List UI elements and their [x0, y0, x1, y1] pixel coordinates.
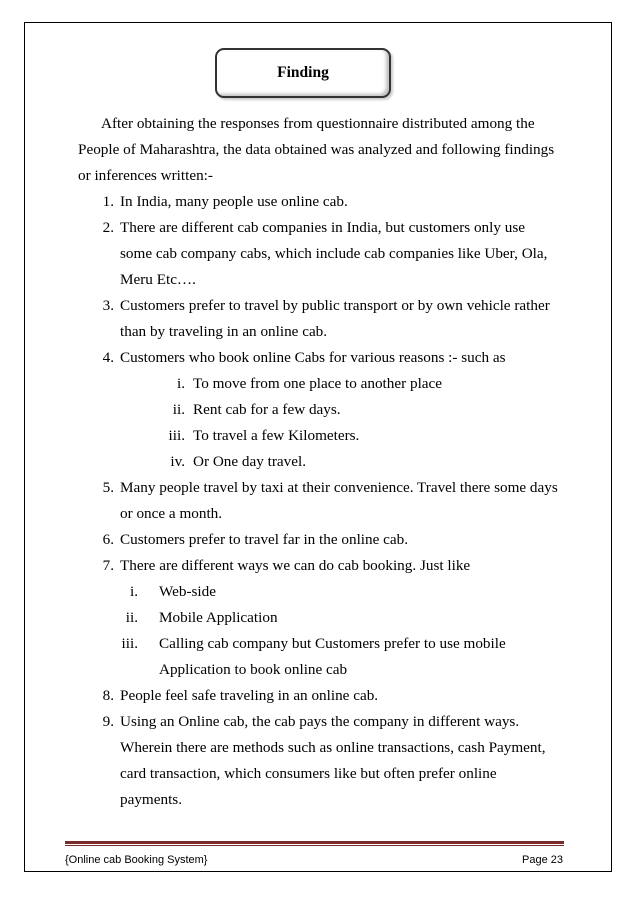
sublist-item: Web-side	[159, 583, 216, 600]
footer-document-title: {Online cab Booking System}	[65, 854, 208, 866]
list-item: or once a month.	[120, 505, 223, 522]
list-number: 3.	[102, 297, 114, 314]
sublist-item: Calling cab company but Customers prefer to use mobile	[159, 635, 506, 652]
list-number: 1.	[102, 193, 114, 210]
sublist-number: ii.	[125, 609, 138, 626]
list-item: People feel safe traveling in an online cab.	[120, 687, 379, 704]
list-item: Customers prefer to travel far in the online cab.	[120, 531, 409, 548]
sublist-number: i.	[129, 583, 138, 600]
list-item: payments.	[120, 791, 183, 808]
list-item: Using an Online cab, the cab pays the company in different ways.	[120, 713, 520, 730]
list-item: Meru Etc….	[120, 271, 196, 288]
sublist-item: Application to book online cab	[159, 661, 348, 678]
sublist-number: iii.	[168, 427, 185, 444]
list-number: 5.	[102, 479, 114, 496]
list-number: 9.	[102, 713, 114, 730]
list-item: Customers who book online Cabs for various reasons :- such as	[120, 349, 506, 366]
page-title: Finding	[277, 64, 329, 81]
sublist-item: To travel a few Kilometers.	[193, 427, 360, 444]
sublist-number: i.	[176, 375, 185, 392]
list-item: than by traveling in an online cab.	[120, 323, 328, 340]
footer-page-number: Page 23	[522, 854, 563, 866]
list-item: Customers prefer to travel by public transport or by own vehicle rather	[120, 297, 550, 314]
intro-line: People of Maharashtra, the data obtained was analyzed and following findings	[78, 141, 555, 158]
list-number: 2.	[102, 219, 114, 236]
list-number: 8.	[102, 687, 114, 704]
list-item: There are different ways we can do cab booking. Just like	[120, 557, 471, 574]
list-item: Wherein there are methods such as online transactions, cash Payment,	[120, 739, 546, 756]
list-number: 6.	[102, 531, 114, 548]
list-number: 4.	[102, 349, 114, 366]
heading-box	[215, 48, 391, 98]
sublist-item: Mobile Application	[159, 609, 278, 626]
list-item: card transaction, which consumers like but often prefer online	[120, 765, 497, 782]
sublist-item: Or One day travel.	[193, 453, 307, 470]
sublist-number: iv.	[170, 453, 185, 470]
list-item: In India, many people use online cab.	[120, 193, 348, 210]
footer-divider	[65, 841, 564, 844]
sublist-item: To move from one place to another place	[193, 375, 443, 392]
list-item: Many people travel by taxi at their convenience. Travel there some days	[120, 479, 558, 496]
list-item: There are different cab companies in India, but customers only use	[120, 219, 525, 236]
intro-line: After obtaining the responses from questionnaire distributed among the	[101, 115, 535, 132]
sublist-number: ii.	[172, 401, 185, 418]
list-item: some cab company cabs, which include cab companies like Uber, Ola,	[120, 245, 548, 262]
sublist-number: iii.	[121, 635, 138, 652]
sublist-item: Rent cab for a few days.	[193, 401, 341, 418]
footer-divider-thin	[65, 845, 564, 846]
list-number: 7.	[102, 557, 114, 574]
intro-line: or inferences written:-	[78, 167, 213, 184]
